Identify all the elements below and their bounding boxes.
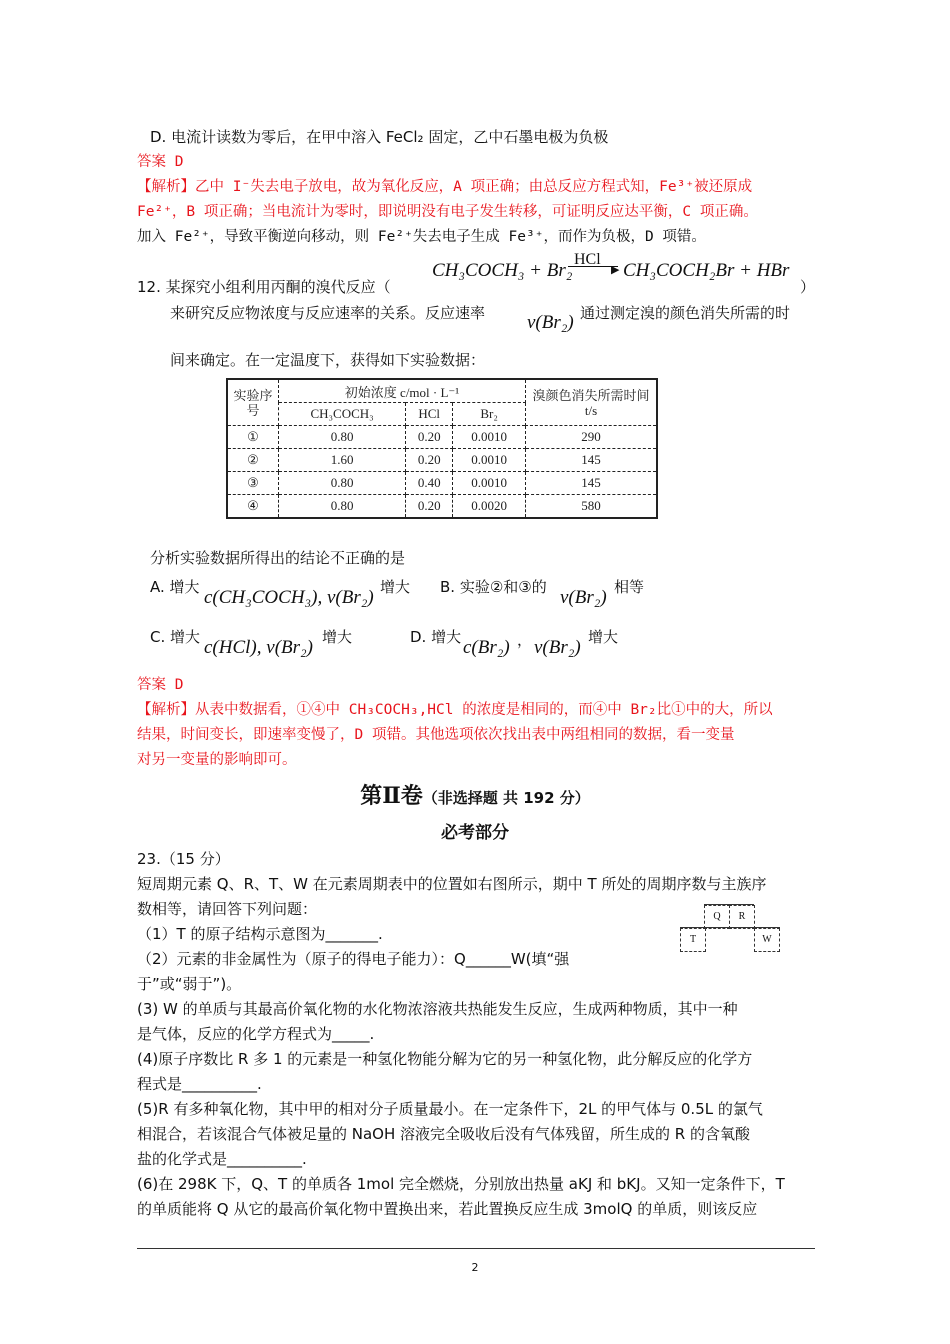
cell: 0.0010 <box>453 472 526 495</box>
q23-line: 的单质能将 Q 从它的最高价氧化物中置换出来，若此置换反应生成 3molQ 的单质，则该反应 <box>137 1200 758 1218</box>
q23-line: 程式是__________. <box>137 1075 262 1093</box>
cell: 1.60 <box>279 449 406 472</box>
q12-analysis-line: 结果，时间变长，即速率变慢了，D 项错。其他选项依次找出表中两组相同的数据，看一变量 <box>137 727 735 743</box>
subheader: Br₂ <box>453 403 526 426</box>
q12-intro: 12. 某探究小组利用丙酮的溴代反应（ <box>137 278 391 296</box>
cell: 0.80 <box>279 472 406 495</box>
q23-line: (6)在 298K 下，Q、T 的单质各 1mol 完全燃烧，分别放出热量 aKJ 和 bKJ。又知一定条件下，T <box>137 1175 785 1193</box>
subheader: CH₃COCH₃ <box>279 403 406 426</box>
q12-analysis-line: 对另一变量的影响即可。 <box>137 752 297 768</box>
header-no: 实验序号 <box>227 379 279 426</box>
q12-question: 分析实验数据所得出的结论不正确的是 <box>150 549 406 567</box>
cell: ② <box>227 449 279 472</box>
option-a-math: c(CH₃COCH₃), v(Br₂) <box>204 587 374 608</box>
q23-line: 短周期元素 Q、R、T、W 在元素周期表中的位置如右图所示，期中 T 所处的周期序数与主族序 <box>137 875 767 893</box>
q12-line3: 间来确定。在一定温度下，获得如下实验数据： <box>170 351 486 369</box>
option-b-label: B. 实验②和③的 <box>440 578 547 596</box>
cell: ④ <box>227 495 279 519</box>
equation-left: CH₃COCH₃ + Br₂ <box>432 260 573 281</box>
q23-line: (3) W 的单质与其最高价氧化物的水化物浓溶液共热能发生反应，生成两种物质，其中一种 <box>137 1000 738 1018</box>
q23-line: 数相等，请回答下列问题： <box>137 900 318 918</box>
cell: 145 <box>526 449 658 472</box>
q23-line: 23.（15 分） <box>137 850 230 868</box>
option-d-math2: v(Br₂) <box>534 637 581 658</box>
cell: 0.0020 <box>453 495 526 519</box>
option-c-math: c(HCl), v(Br₂) <box>204 637 313 658</box>
table-row <box>227 449 657 472</box>
subheader: HCl <box>406 403 453 426</box>
table-row <box>227 426 657 449</box>
q11-option-d: D. 电流计读数为零后，在甲中溶入 FeCl₂ 固定，乙中石墨电极为负极 <box>150 128 609 146</box>
option-a-label: A. 增大 <box>150 578 200 596</box>
table-row <box>227 472 657 495</box>
q11-analysis-line: 【解析】乙中 I⁻失去电子放电，故为氧化反应，A 项正确；由总反应方程式知，Fe³⁺被还原成 <box>137 179 753 195</box>
q11-answer: 答案 D <box>137 154 184 170</box>
part-heading: 必考部分 <box>441 823 509 843</box>
cell: ① <box>227 426 279 449</box>
option-b-end: 相等 <box>614 578 645 596</box>
cell: 0.20 <box>406 495 453 519</box>
cell: 0.0010 <box>453 426 526 449</box>
cell: ③ <box>227 472 279 495</box>
option-c-label: C. 增大 <box>150 628 201 646</box>
option-d-math1: c(Br₂) <box>463 637 510 658</box>
q23-line: 盐的化学式是__________. <box>137 1150 307 1168</box>
rate-symbol: v(Br₂) <box>527 312 574 333</box>
q12-analysis-line: 【解析】从表中数据看，①④中 CH₃COCH₃,HCl 的浓度是相同的，而④中 Br₂比①中的大，所以 <box>137 702 773 718</box>
header-time: 溴颜色消失所需时间 t/s <box>526 379 658 426</box>
cell: 145 <box>526 472 658 495</box>
diagram-line <box>680 927 780 928</box>
section-subtitle: （非选择题 共 192 分） <box>422 789 590 807</box>
q12-line2-end: 通过测定溴的颜色消失所需的时 <box>580 304 791 322</box>
element-w: W <box>754 928 780 952</box>
cell: 0.80 <box>279 426 406 449</box>
equation-right: CH₃COCH₂Br + HBr <box>623 260 790 281</box>
page-number: 2 <box>471 1261 479 1274</box>
q23-line: (4)原子序数比 R 多 1 的元素是一种氢化物能分解为它的另一种氢化物，此分解反应的化学方 <box>137 1050 753 1068</box>
section-heading <box>0 783 950 811</box>
table-row <box>227 495 657 519</box>
section-title: 第Ⅱ卷 <box>360 783 423 809</box>
diagram-line <box>704 904 754 905</box>
q23-line: 于”或“弱于”)。 <box>137 975 242 993</box>
footer-divider <box>137 1248 815 1249</box>
q12-intro-end: ） <box>800 278 816 296</box>
experiment-table <box>226 378 658 519</box>
option-d-sep: ， <box>517 631 533 649</box>
element-q: Q <box>704 905 730 929</box>
cell: 0.80 <box>279 495 406 519</box>
cell: 0.20 <box>406 449 453 472</box>
q12-answer: 答案 D <box>137 677 184 693</box>
option-a-end: 增大 <box>380 578 411 596</box>
element-t: T <box>680 928 706 952</box>
cell: 290 <box>526 426 658 449</box>
header-conc: 初始浓度 c/mol · L⁻¹ <box>279 379 526 403</box>
q23-line: （1）T 的原子结构示意图为_______. <box>137 925 383 943</box>
option-d-end: 增大 <box>588 628 619 646</box>
cell: 0.20 <box>406 426 453 449</box>
q12-line2: 来研究反应物浓度与反应速率的关系。反应速率 <box>170 304 486 322</box>
arrow-head-icon: ▶ <box>611 263 620 276</box>
q23-line: (5)R 有多种氧化物，其中甲的相对分子质量最小。在一定条件下，2L 的甲气体与 0.5L 的氯气 <box>137 1100 763 1118</box>
option-d-label: D. 增大 <box>410 628 462 646</box>
equation-catalyst: HCl <box>574 251 601 268</box>
q23-line: （2）元素的非金属性为（原子的得电子能力）：Q______W(填“强 <box>137 950 570 968</box>
q11-analysis-line: Fe²⁺，B 项正确；当电流计为零时，即说明没有电子发生转移，可证明反应达平衡，C 项正确。 <box>137 204 758 220</box>
q23-line: 是气体，反应的化学方程式为_____. <box>137 1025 375 1043</box>
q11-analysis-line: 加入 Fe²⁺，导致平衡逆向移动，则 Fe²⁺失去电子生成 Fe³⁺，而作为负极，D 项错。 <box>137 229 706 245</box>
element-r: R <box>729 905 755 929</box>
option-c-end: 增大 <box>322 628 353 646</box>
q23-line: 相混合，若该混合气体被足量的 NaOH 溶液完全吸收后没有气体残留，所生成的 R 的含氧酸 <box>137 1125 750 1143</box>
cell: 580 <box>526 495 658 519</box>
option-b-math: v(Br₂) <box>560 587 607 608</box>
cell: 0.0010 <box>453 449 526 472</box>
cell: 0.40 <box>406 472 453 495</box>
